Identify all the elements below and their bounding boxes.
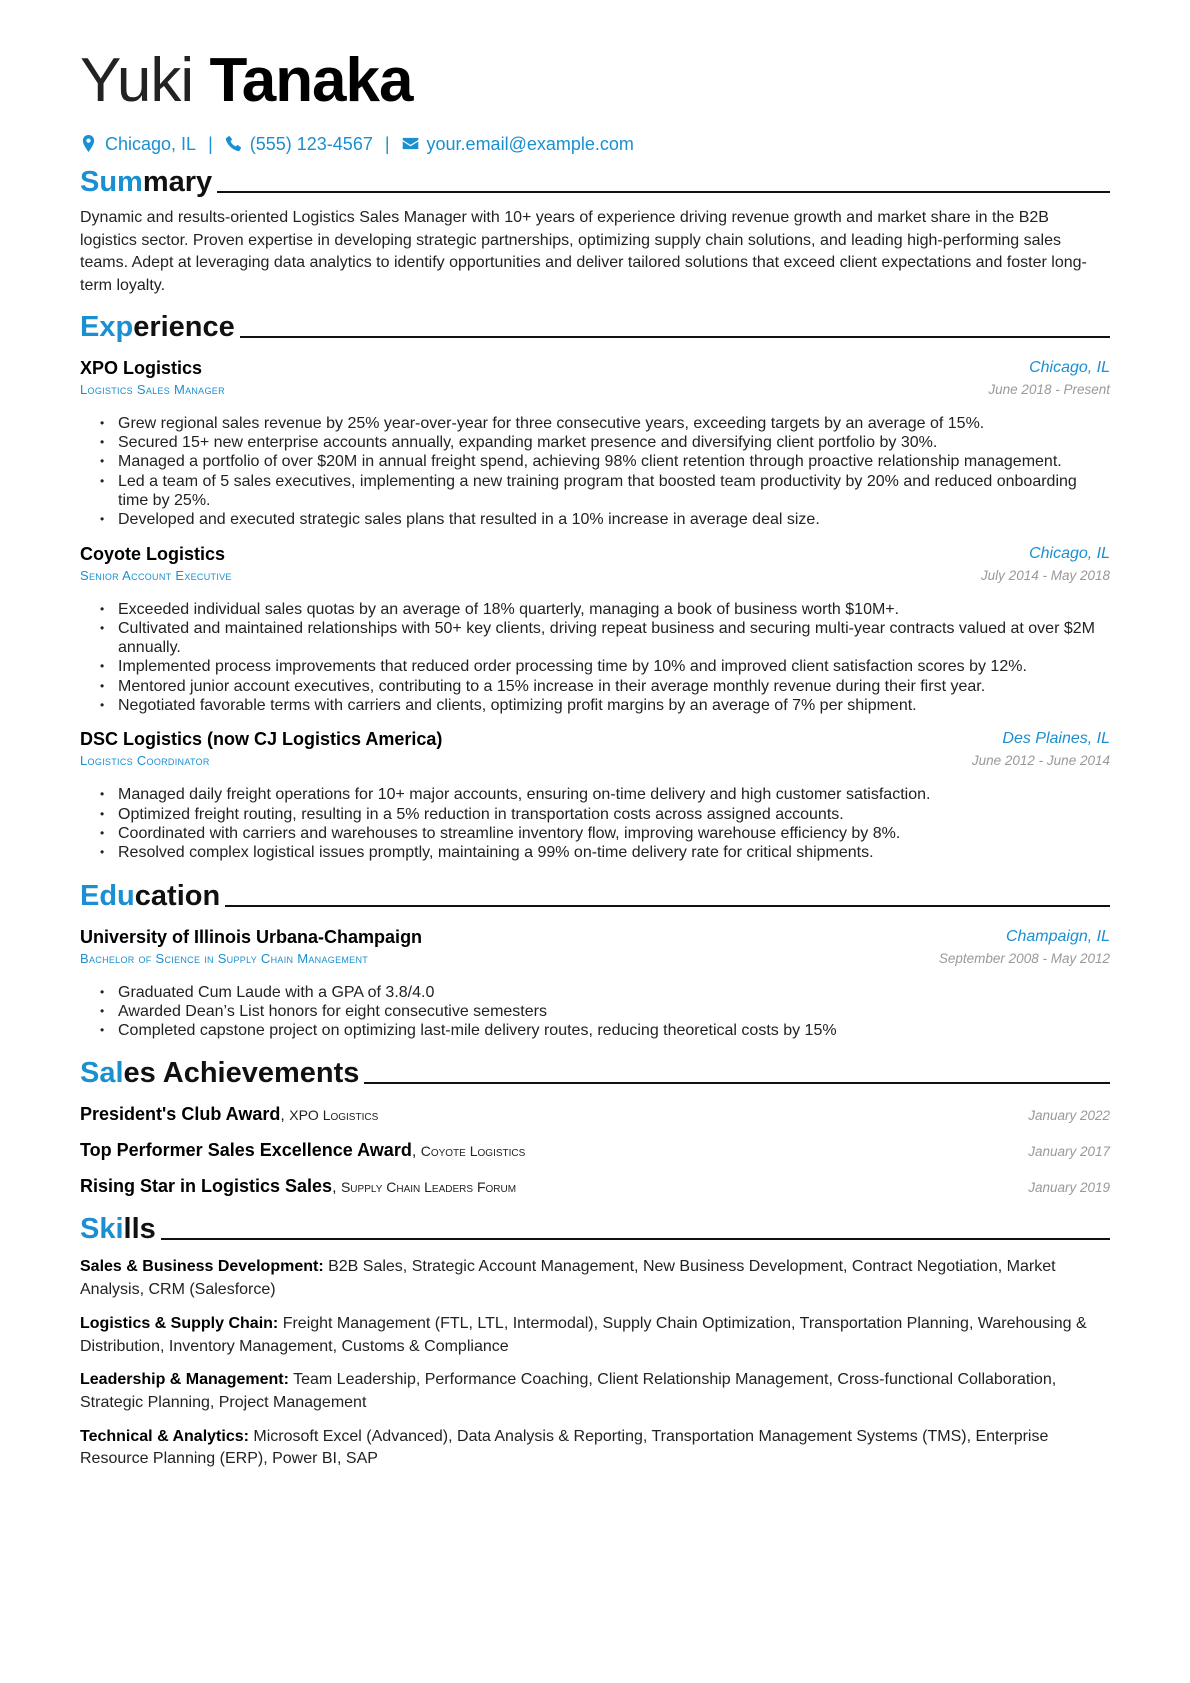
experience-role: Logistics Sales Manager <box>80 381 225 397</box>
experience-role: Logistics Coordinator <box>80 753 210 769</box>
experience-entry <box>80 542 1110 716</box>
bullet-item: • Coordinated with carriers and warehouses to streamline inventory flow, improving warehouse efficiency by 8%. <box>108 824 1110 843</box>
skill-group <box>80 1313 1110 1358</box>
education-location: Champaign, IL <box>1005 927 1110 945</box>
resume <box>80 42 1110 1482</box>
skill-label: Sales & Business Development: <box>80 1258 324 1276</box>
experience-location: Chicago, IL <box>1029 544 1110 562</box>
bullet-item: • Secured 15+ new enterprise accounts annually, expanding market presence and diversifying client portfolio by 30%. <box>108 433 1110 452</box>
achievement-date: January 2017 <box>1028 1144 1110 1160</box>
skill-label: Technical & Analytics: <box>80 1427 249 1445</box>
experience-dates: June 2012 - June 2014 <box>971 753 1110 769</box>
experience-location: Chicago, IL <box>1029 358 1110 376</box>
education-list <box>80 925 1110 1041</box>
bullet-item: • Managed daily freight operations for 10+ major accounts, ensuring on-time delivery and high customer satisfaction. <box>108 785 1110 804</box>
bullet-item: • Graduated Cum Laude with a GPA of 3.8/4.0 <box>108 983 1110 1002</box>
map-pin-icon <box>80 135 97 152</box>
bullet-item: • Mentored junior account executives, contributing to a 15% increase in their average monthly revenue during their first year. <box>108 677 1110 696</box>
achievements-heading: Sales Achievements <box>80 1056 1110 1090</box>
experience-name: Coyote Logistics <box>80 543 226 564</box>
candidate-name <box>80 42 1110 120</box>
divider <box>240 336 1110 338</box>
bullet-item: • Led a team of 5 sales executives, implementing a new training program that boosted team productivity by 20% and reduced onboarding time by 25%. <box>108 472 1110 511</box>
experience-entry <box>80 356 1110 530</box>
experience-dates: June 2018 - Present <box>988 381 1110 397</box>
experience-role: Senior Account Executive <box>80 567 232 583</box>
skill-label: Leadership & Management: <box>80 1371 289 1389</box>
skill-label: Logistics & Supply Chain: <box>80 1314 279 1332</box>
first-name: Yuki <box>80 46 194 115</box>
education-heading: Education <box>80 879 1110 913</box>
summary-text: Dynamic and results-oriented Logistics Sales Manager with 10+ years of experience driving revenue growth and market share in the B2B logistics sector. Proven expertise in developing strategic partnerships, optimizing supply chain solutions, and leading high-performing sales teams. Adept at leveraging data analytics to identify opportunities and deliver tailored solutions that exceed client expectations and foster long-term loyalty. <box>80 209 1087 295</box>
experience-name: XPO Logistics <box>80 357 203 378</box>
divider <box>217 191 1110 193</box>
education-dates: September 2008 - May 2012 <box>938 950 1110 966</box>
education-name: University of Illinois Urbana-Champaign <box>80 926 423 947</box>
divider <box>364 1082 1110 1084</box>
skills-heading: Skills <box>80 1212 1110 1246</box>
envelope-icon <box>402 135 419 152</box>
bullet-item: • Completed capstone project on optimizing last-mile delivery routes, reducing theoretical costs by 15% <box>108 1021 1110 1040</box>
achievement-org: Supply Chain Leaders Forum <box>340 1179 517 1196</box>
skill-values: B2B Sales, Strategic Account Management, New Business Development, Contract Negotiation, Market Analysis, CRM (Salesforce) <box>80 1258 1056 1299</box>
bullet-item: • Awarded Dean’s List honors for eight consecutive semesters <box>108 1002 1110 1021</box>
education-role: Bachelor of Science in Supply Chain Management <box>80 950 369 966</box>
skill-group <box>80 1369 1110 1414</box>
location: Chicago, IL <box>80 134 196 155</box>
bullet-item: • Managed a portfolio of over $20M in annual freight spend, achieving 98% client retention through proactive relationship management. <box>108 452 1110 471</box>
bullet-item: • Implemented process improvements that reduced order processing time by 10% and improved client satisfaction scores by 12%. <box>108 657 1110 676</box>
separator: | <box>384 134 390 154</box>
achievement-item: President's Club Award, XPO Logistics January 2022 <box>80 1104 1110 1125</box>
achievement-org: XPO Logistics <box>289 1107 379 1124</box>
divider <box>225 905 1110 907</box>
experience-dates: July 2014 - May 2018 <box>980 567 1110 583</box>
experience-name: DSC Logistics (now CJ Logistics America) <box>80 729 443 750</box>
bullet-item: • Optimized freight routing, resulting in a 5% reduction in transportation costs across assigned accounts. <box>108 805 1110 824</box>
skill-values: Freight Management (FTL, LTL, Intermodal), Supply Chain Optimization, Transportation Planning, Warehousing & Distribution, Inventory Management, Customs & Compliance <box>80 1314 1087 1355</box>
achievement-title: Top Performer Sales Excellence Award <box>80 1140 412 1161</box>
achievement-title: President's Club Award <box>80 1104 281 1125</box>
skill-group <box>80 1256 1110 1301</box>
achievement-date: January 2019 <box>1028 1180 1110 1196</box>
summary-heading: Summary <box>80 165 1110 199</box>
divider <box>161 1238 1110 1240</box>
last-name: Tanaka <box>209 46 413 115</box>
bullet-item: • Grew regional sales revenue by 25% year-over-year for three consecutive years, exceeding targets by an average of 15%. <box>108 414 1110 433</box>
achievements-list <box>80 1104 1110 1198</box>
experience-list <box>80 356 1110 863</box>
achievement-title: Rising Star in Logistics Sales <box>80 1176 333 1197</box>
skill-values: Microsoft Excel (Advanced), Data Analysis & Reporting, Transportation Management Systems (TMS), Enterprise Resource Planning (ERP), Power BI, SAP <box>80 1427 1049 1468</box>
phone[interactable]: (555) 123-4567 <box>225 134 373 155</box>
experience-location: Des Plaines, IL <box>1002 730 1110 748</box>
achievement-org: Coyote Logistics <box>420 1143 526 1160</box>
achievement-date: January 2022 <box>1028 1108 1110 1124</box>
bullet-item: • Developed and executed strategic sales plans that resulted in a 10% increase in average deal size. <box>108 510 1110 529</box>
phone-icon <box>225 135 242 152</box>
skill-group <box>80 1426 1110 1471</box>
skills-list <box>80 1256 1110 1471</box>
achievement-item: Top Performer Sales Excellence Award, Coyote Logistics January 2017 <box>80 1140 1110 1161</box>
email-link[interactable]: your.email@example.com <box>402 134 634 155</box>
bullet-item: • Cultivated and maintained relationships with 50+ key clients, driving repeat business and securing multi-year contracts valued at over $2M annually. <box>108 619 1110 658</box>
bullet-item: • Resolved complex logistical issues promptly, maintaining a 99% on-time delivery rate for critical shipments. <box>108 843 1110 862</box>
bullet-item: • Exceeded individual sales quotas by an average of 18% quarterly, managing a book of business worth $10M+. <box>108 600 1110 619</box>
experience-heading: Experience <box>80 310 1110 344</box>
experience-entry <box>80 727 1110 862</box>
contact-line <box>80 134 1110 155</box>
skill-values: Team Leadership, Performance Coaching, Client Relationship Management, Cross-functional Collaboration, Strategic Planning, Project Management <box>80 1371 1057 1411</box>
separator: | <box>208 134 213 154</box>
bullet-item: • Negotiated favorable terms with carriers and clients, optimizing profit margins by an average of 7% per shipment. <box>108 696 1110 715</box>
education-entry <box>80 925 1110 1041</box>
achievement-item: Rising Star in Logistics Sales, Supply Chain Leaders Forum January 2019 <box>80 1176 1110 1197</box>
